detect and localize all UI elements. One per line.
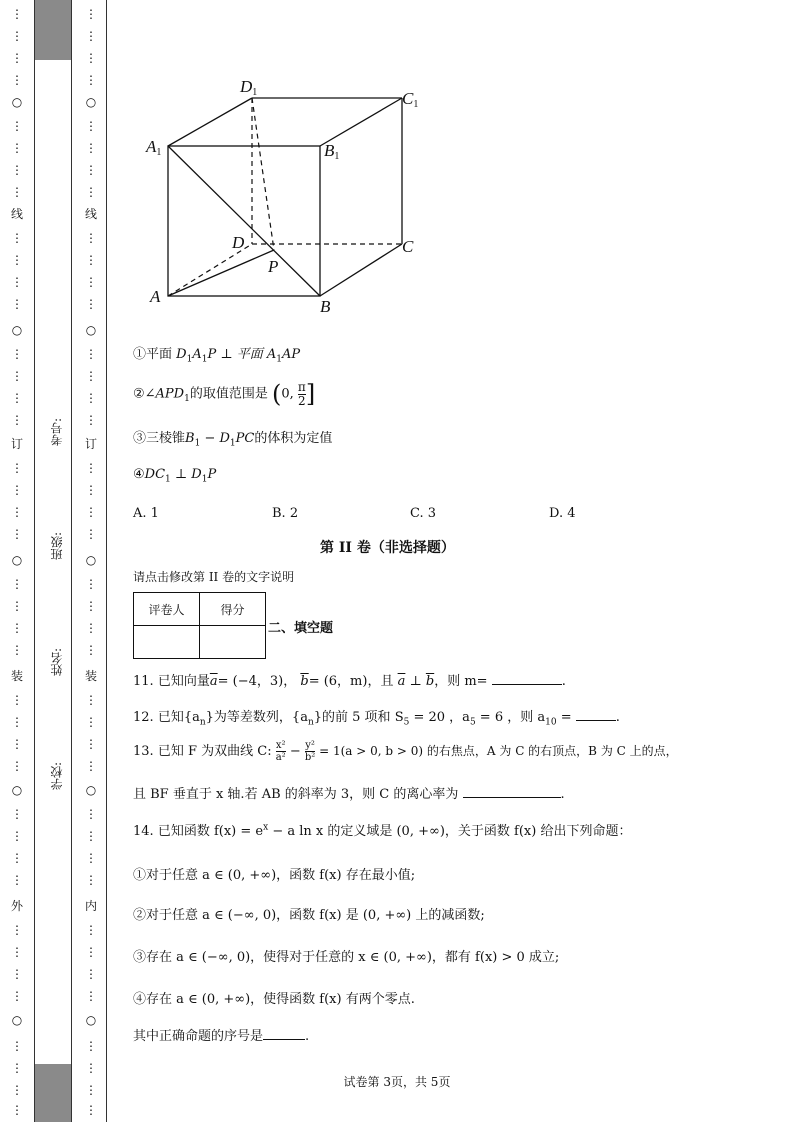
score-header-grader: 评卷人 [134,593,200,626]
question-11: 11. 已知向量$\overline{a}= (-4$，3)， $\overline{b}= (6$，m)，且 $\overline{a}$ ⊥ $\overline{b}$，则 m= . [133,674,566,689]
label-A: A [150,287,161,306]
statement-3: ③三棱锥$B_1 - D_1PC$的体积为定值 [133,431,333,449]
option-b[interactable]: B. 2 [272,506,299,521]
label-C1: C1 [402,89,419,110]
answer-blank-11[interactable] [492,672,562,685]
circle-mark: ○ [11,783,23,797]
field-exam-number: 考号: [50,418,64,447]
section-note[interactable]: 请点击修改第 II 卷的文字说明 [133,570,295,584]
inner-mark-nei: 内 [84,899,97,913]
circle-mark: ○ [11,95,23,109]
binding-block-top [35,0,71,60]
question-14-proposition-3: ③存在 a ∈ (−∞, 0)，使得对于任意的 x ∈ (0, +∞)，都有 f(x) > 0 成立; [133,950,560,965]
outer-dotted-line: ⋮ ⋮ ⋮ ⋮ ○ ⋮ ⋮ ⋮ ⋮ 线 ⋮ ⋮ ⋮ ⋮ ○ ⋮ ⋮ ⋮ ⋮ 订 ⋮ ⋮ ⋮ ⋮ ○ ⋮ ⋮ ⋮ ⋮ 装 ⋮ ⋮ ⋮ ⋮ ○ ⋮ ⋮ ⋮ ⋮ 外 ⋮ ⋮ ⋮ ⋮ ○ ⋮ ⋮ ⋮ ⋮ [8,0,26,1122]
cube-figure [140,70,440,320]
label-C: C [402,237,414,256]
question-14-proposition-2: ②对于任意 a ∈ (−∞, 0)，函数 f(x) 是 (0, +∞) 上的减函数; [133,908,485,923]
label-A1: A1 [146,137,162,158]
answer-blank-12[interactable] [576,708,616,721]
circle-mark: ○ [85,323,97,337]
question-14-ask: 其中正确命题的序号是 . [133,1029,310,1044]
inner-mark-xian: 线 [84,207,97,221]
label-P: P [268,257,279,276]
circle-mark: ○ [85,553,97,567]
label-B: B [320,297,331,316]
circle-mark: ○ [85,1013,97,1027]
score-cell-score[interactable] [200,626,266,659]
question-12: 12. 已知$\{a_n\}$为等差数列，$\{a_n\}$的前 5 项和 $S_5 = 20$ ，$a_5 = 6$ ，则 $a_{10}$ = . [133,710,620,728]
circle-mark: ○ [11,1013,23,1027]
outer-mark-wai: 外 [10,899,23,913]
fill-in-title: 二、填空题 [268,621,334,636]
score-table [133,592,266,659]
question-14-proposition-1: ①对于任意 a ∈ (0, +∞)，函数 f(x) 存在最小值; [133,868,416,883]
outer-mark-zhuang: 装 [10,669,23,683]
label-B1: B1 [324,141,340,162]
inner-mark-zhuang: 装 [84,669,97,683]
page-footer: 试卷第 3页，共 5页 [343,1075,451,1089]
field-class: 班级: [50,532,64,561]
circle-mark: ○ [85,783,97,797]
option-a[interactable]: A. 1 [133,506,159,521]
circle-mark: ○ [85,95,97,109]
field-name: 姓名: [50,648,64,677]
option-d[interactable]: D. 4 [549,506,576,521]
label-D1: D1 [240,77,258,98]
answer-blank-13[interactable] [463,785,561,798]
score-header-score: 得分 [200,593,266,626]
section-title: 第 II 卷（非选择题） [320,540,455,556]
field-school: 学校: [50,762,64,791]
label-D: D [232,233,245,252]
circle-mark: ○ [11,323,23,337]
question-13: 13. 已知 F 为双曲线 C: $\frac{\text{x²}}{\text{a²}}$ − $\frac{\text{y²}}{\text{b²}}$ = 1(a > 0, b > 0) 的右焦点，A 为 C 的右顶点，B 为 C 上的点， [133,740,678,763]
outer-mark-xian: 线 [10,207,23,221]
answer-blank-14[interactable] [263,1027,305,1040]
inner-dotted-line: ⋮ ⋮ ⋮ ⋮ ○ ⋮ ⋮ ⋮ ⋮ 线 ⋮ ⋮ ⋮ ⋮ ○ ⋮ ⋮ ⋮ ⋮ 订 ⋮ ⋮ ⋮ ⋮ ○ ⋮ ⋮ ⋮ ⋮ 装 ⋮ ⋮ ⋮ ⋮ ○ ⋮ ⋮ ⋮ ⋮ 内 ⋮ ⋮ ⋮ ⋮ ○ ⋮ ⋮ ⋮ ⋮ [82,0,100,1122]
page-separator [106,0,107,1122]
binding-strip [34,0,72,1122]
question-13-line-2: 且 BF 垂直于 x 轴.若 AB 的斜率为 3，则 C 的离心率为 . [133,787,565,802]
circle-mark: ○ [11,553,23,567]
score-cell-grader[interactable] [134,626,200,659]
statement-2: $②\angle APD_1$的取值范围是 (0, $\frac{\pi}{2}$ ] [133,379,316,408]
statement-4: $④DC_1$ ⊥ $D_1P$ [133,467,217,485]
option-c[interactable]: C. 3 [410,506,437,521]
inner-mark-ding: 订 [84,437,97,451]
question-14-proposition-4: ④存在 a ∈ (0, +∞)，使得函数 f(x) 有两个零点. [133,992,415,1007]
statement-1: ①平面 $D_1A_1P$ ⊥ 平面 $A_1AP$ [133,347,301,365]
question-14: 14. 已知函数 $f(x) = e^x - a$ ln x 的定义域是 (0, +∞)，关于函数 f(x) 给出下列命题： [133,822,632,839]
outer-mark-ding: 订 [10,437,23,451]
